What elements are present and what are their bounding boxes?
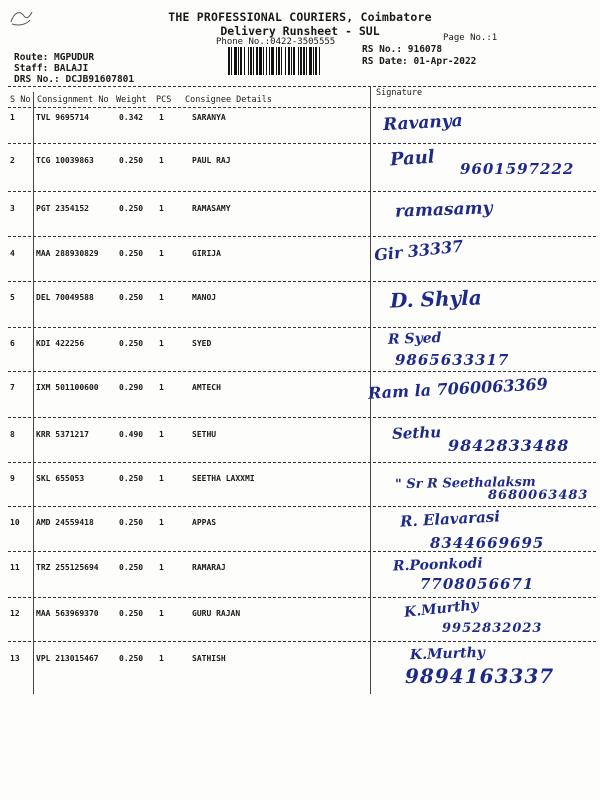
handwritten-signature: Ravanya [382,110,464,136]
row-consignment-no: VPL 213015467 [36,654,99,663]
row-pcs: 1 [159,383,164,392]
row-divider [8,462,596,463]
row-consignee: RAMASAMY [192,204,231,213]
row-pcs: 1 [159,339,164,348]
row-consignment-no: TVL 9695714 [36,113,89,122]
row-sno: 10 [10,518,20,527]
row-weight: 0.250 [119,563,144,572]
column-rule [33,92,34,694]
header-divider-top [8,86,596,87]
row-pcs: 1 [159,518,164,527]
row-pcs: 1 [159,609,164,618]
row-consignment-no: TRZ 255125694 [36,563,99,572]
handwritten-signature: Gir 33337 [373,236,465,265]
row-weight: 0.250 [119,156,144,165]
handwritten-signature: R.Poonkodi [392,555,483,575]
row-consignee: SETHU [192,430,217,439]
document-subtitle: Delivery Runsheet - SUL [220,24,380,38]
row-consignment-no: MAA 288930829 [36,249,99,258]
row-pcs: 1 [159,654,164,663]
row-pcs: 1 [159,204,164,213]
row-weight: 0.250 [119,609,144,618]
row-sno: 4 [10,249,15,258]
row-weight: 0.250 [119,204,144,213]
handwritten-signature: R. Elavarasi [399,507,501,531]
row-consignment-no: IXM 501100600 [36,383,99,392]
row-sno: 12 [10,609,20,618]
route-info [14,52,134,85]
row-consignee: APPAS [192,518,217,527]
row-weight: 0.490 [119,430,144,439]
row-weight: 0.250 [119,249,144,258]
row-consignment-no: DEL 70049588 [36,293,94,302]
row-sno: 11 [10,563,20,572]
row-divider [8,551,596,552]
row-weight: 0.250 [119,518,144,527]
rs-date: RS Date: 01-Apr-2022 [362,56,477,67]
row-divider [8,641,596,642]
row-pcs: 1 [159,113,164,122]
handwritten-signature: Ram la 7060063369 [367,374,549,403]
row-sno: 3 [10,204,15,213]
row-consignee: AMTECH [192,383,221,392]
row-consignee: GIRIJA [192,249,221,258]
row-consignee: MANOJ [192,293,217,302]
col-signature: Signature [376,88,423,98]
barcode-icon [228,47,356,75]
document-title: THE PROFESSIONAL COURIERS, Coimbatore [168,10,432,24]
row-consignee: PAUL RAJ [192,156,231,165]
handwritten-phone-number: 8680063483 [488,488,589,503]
row-consignment-no: AMD 24559418 [36,518,94,527]
handwritten-phone-number: 9952832023 [442,621,543,636]
col-pcs: PCS [156,95,172,105]
row-divider [8,506,596,507]
col-consignment: Consignment No [37,95,109,105]
handwritten-phone-number: 9601597222 [460,160,575,178]
col-consignee: Consignee Details [185,95,272,105]
row-consignment-no: TCG 10039863 [36,156,94,165]
row-divider [8,417,596,418]
row-divider [8,191,596,192]
row-pcs: 1 [159,563,164,572]
row-pcs: 1 [159,474,164,483]
handwritten-phone-number: 7708056671 [420,575,535,593]
row-weight: 0.250 [119,654,144,663]
row-consignment-no: KDI 422256 [36,339,85,348]
row-sno: 1 [10,113,15,122]
handwritten-signature: K.Murthy [409,644,486,664]
rs-info [362,44,476,68]
row-sno: 9 [10,474,15,483]
drs-label: DRS No.: DCJB91607801 [14,74,135,85]
row-pcs: 1 [159,249,164,258]
row-consignment-no: MAA 563969370 [36,609,99,618]
row-divider [8,371,596,372]
row-consignee: RAMARAJ [192,563,226,572]
row-consignee: SYED [192,339,212,348]
row-pcs: 1 [159,156,164,165]
handwritten-signature: ramasamy [394,198,493,222]
row-consignee: SEETHA LAXXMI [192,474,255,483]
handwritten-phone-number: 9894163337 [405,664,555,688]
row-divider [8,597,596,598]
handwritten-signature: Paul [389,146,436,171]
route-label: Route: MGPUDUR [14,52,95,63]
rs-number: RS No.: 916078 [362,44,443,55]
row-pcs: 1 [159,293,164,302]
staff-label: Staff: BALAJI [14,63,89,74]
row-sno: 5 [10,293,15,302]
row-divider [8,281,596,282]
row-sno: 6 [10,339,15,348]
row-consignee: SATHISH [192,654,226,663]
row-weight: 0.250 [119,339,144,348]
row-consignee: GURU RAJAN [192,609,241,618]
row-divider [8,143,596,144]
handwritten-signature: Sethu [391,423,442,443]
header-divider-bottom [8,107,596,108]
row-divider [8,236,596,237]
phone-number: Phone No.:0422-3505555 [216,37,336,47]
handwritten-signature: R Syed [387,330,442,348]
row-weight: 0.250 [119,293,144,302]
page-number: Page No.:1 [443,33,498,43]
row-sno: 8 [10,430,15,439]
handwritten-signature: D. Shyla [389,285,483,313]
col-sno: S No [10,95,31,105]
row-consignment-no: PGT 2354152 [36,204,89,213]
col-weight: Weight [116,95,147,105]
row-sno: 7 [10,383,15,392]
row-pcs: 1 [159,430,164,439]
row-consignment-no: KRR 5371217 [36,430,89,439]
row-weight: 0.342 [119,113,144,122]
row-consignment-no: SKL 655053 [36,474,85,483]
row-weight: 0.250 [119,474,144,483]
handwritten-signature: " Sr R Seethalaksm [394,474,536,493]
handwritten-phone-number: 9865633317 [395,351,510,369]
handwritten-signature: K.Murthy [403,597,480,621]
handwritten-phone-number: 8344669695 [430,534,545,552]
row-consignee: SARANYA [192,113,226,122]
row-divider [8,327,596,328]
handwritten-phone-number: 9842833488 [448,436,570,455]
row-sno: 13 [10,654,20,663]
row-sno: 2 [10,156,15,165]
row-weight: 0.290 [119,383,144,392]
